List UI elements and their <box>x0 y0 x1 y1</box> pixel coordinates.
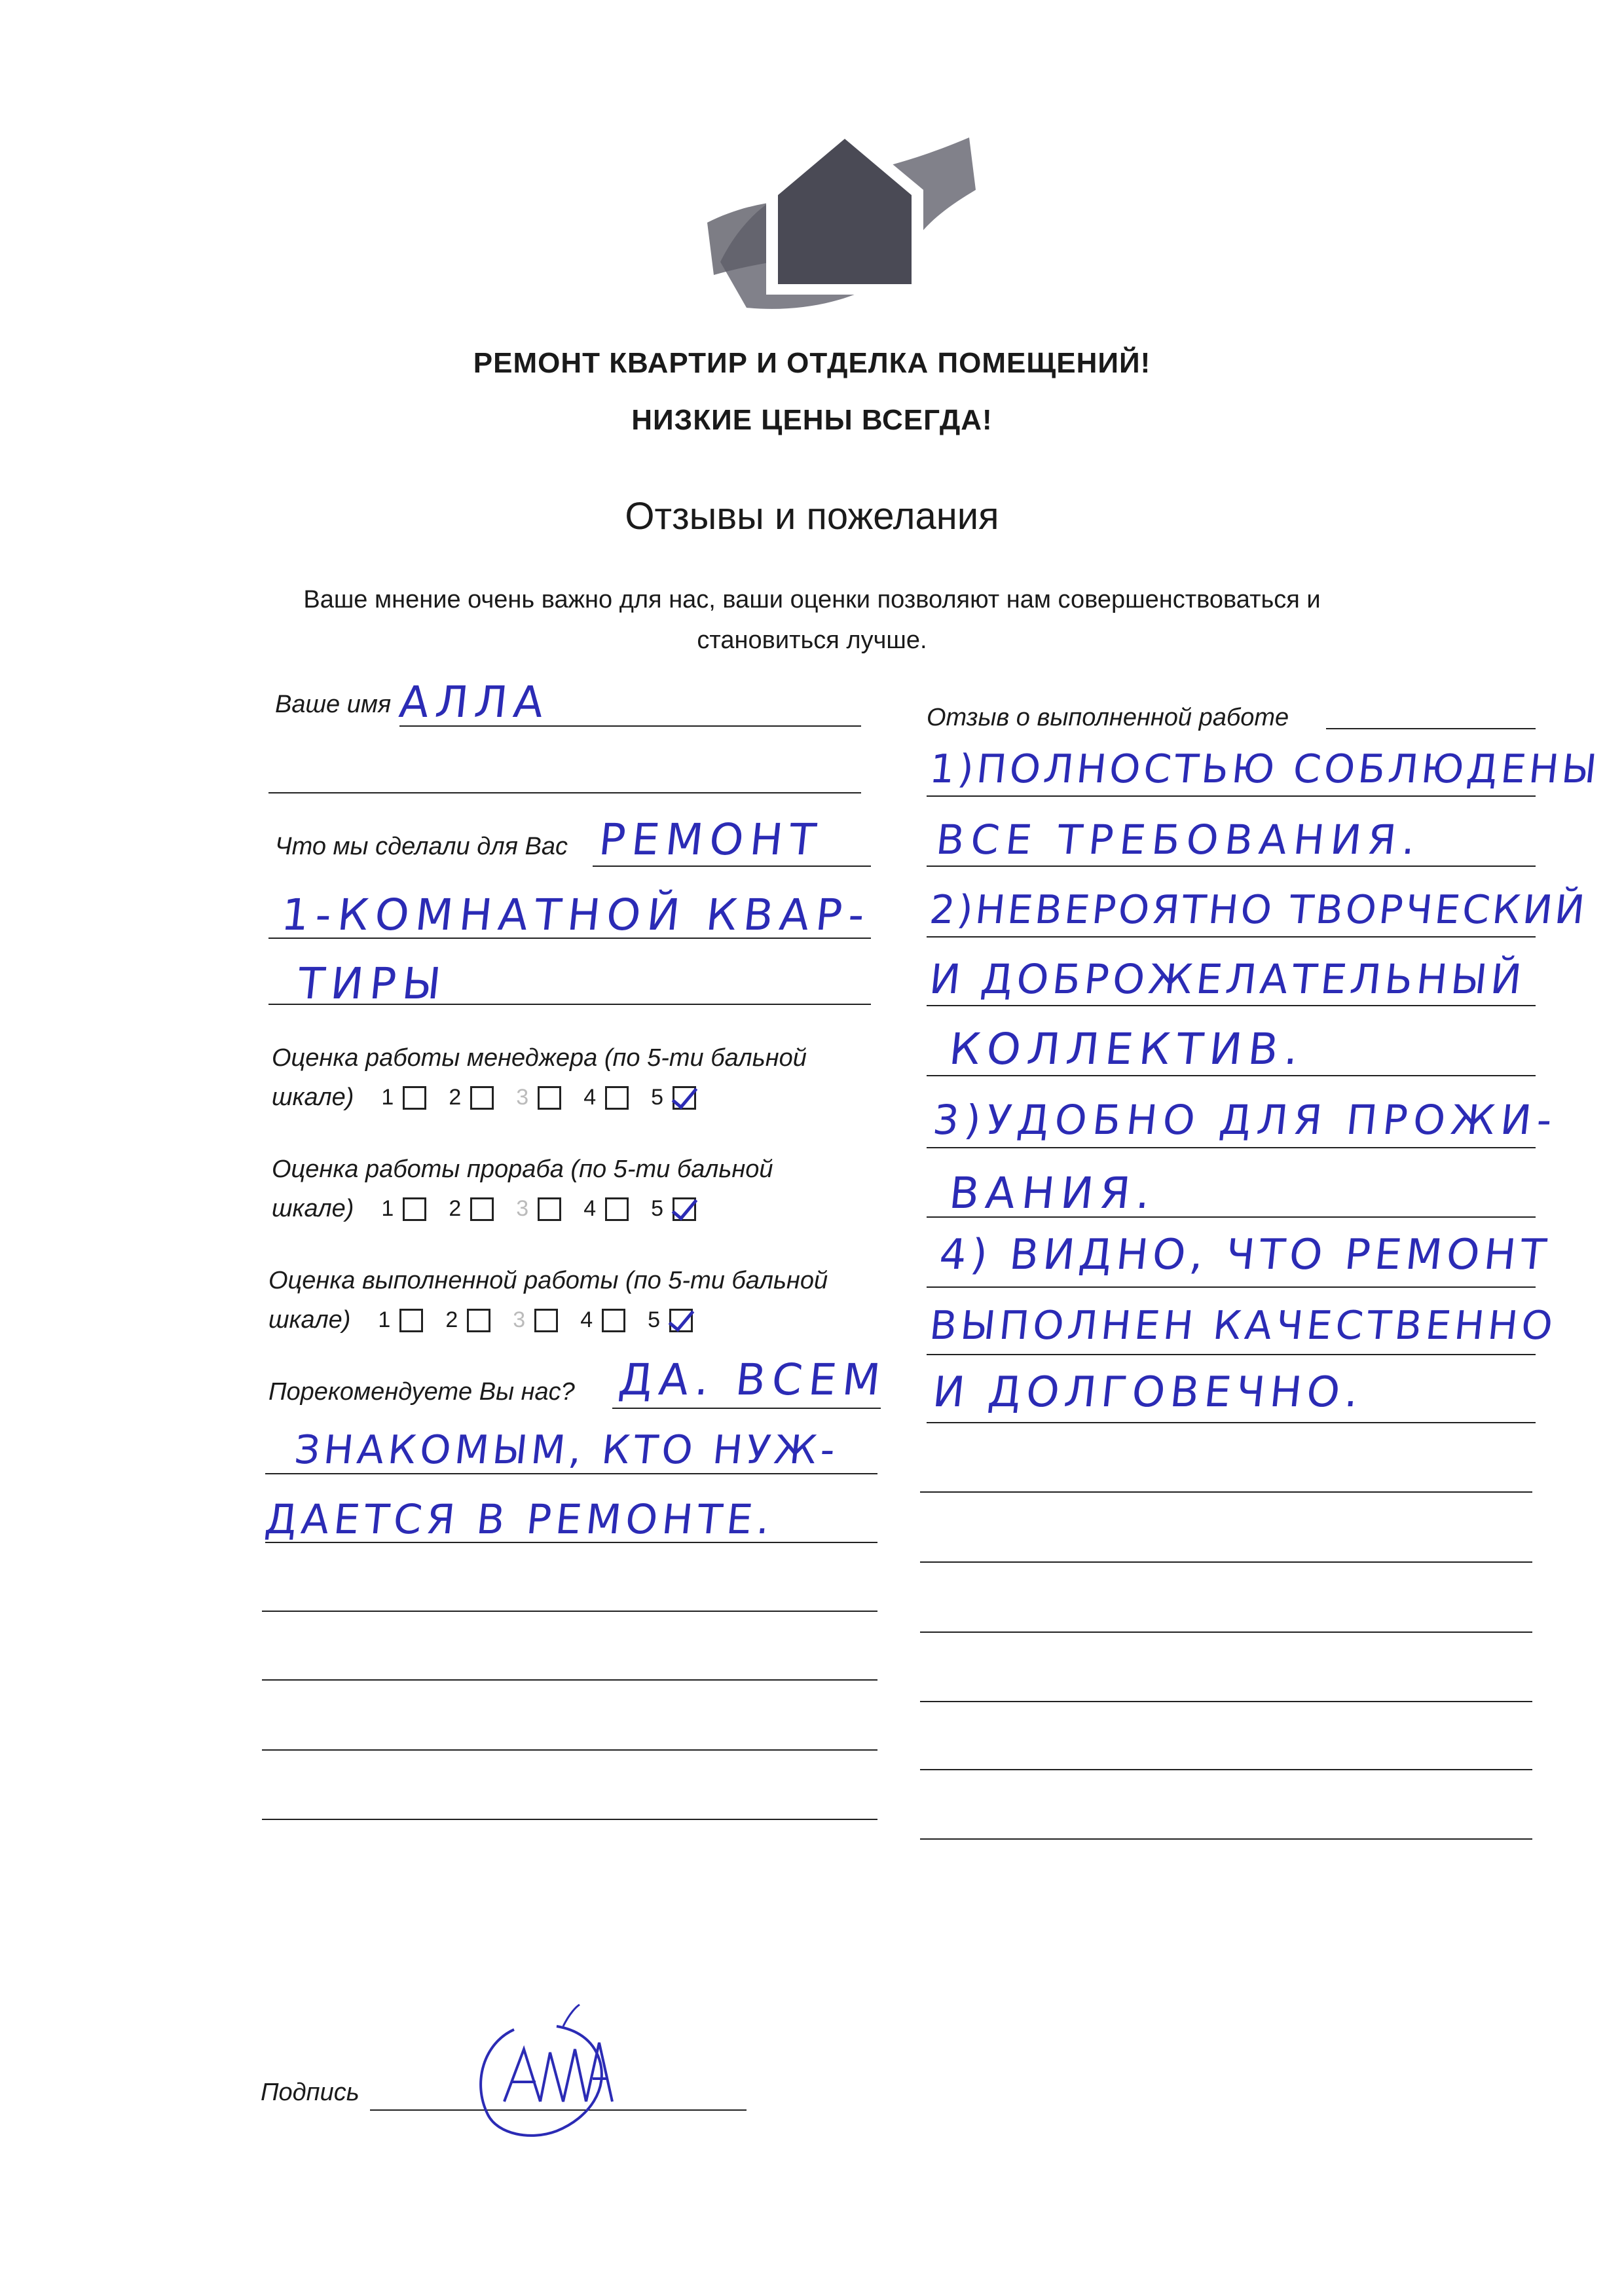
review-underline-9 <box>927 1354 1536 1355</box>
header-line-2: НИЗКИЕ ЦЕНЫ ВСЕГДА! <box>631 404 993 436</box>
manager-option-5[interactable]: 5 <box>651 1085 696 1110</box>
manager-checkbox-1[interactable] <box>403 1086 426 1110</box>
left-empty-line <box>262 1679 877 1681</box>
review-underline-10 <box>927 1422 1536 1423</box>
left-empty-line <box>262 1611 877 1612</box>
recommend-underline-1 <box>612 1408 881 1409</box>
work-line-3[interactable]: ТИРЫ <box>295 958 450 1009</box>
manager-option-3[interactable]: 3 <box>516 1085 561 1110</box>
recommend-line-1[interactable]: ДА. ВСЕМ <box>616 1355 889 1405</box>
foreman-checkbox-3[interactable] <box>538 1197 561 1221</box>
review-underline-7 <box>927 1216 1536 1218</box>
work-quality-option-1[interactable]: 1 <box>378 1307 423 1333</box>
manager-rating-row <box>272 1084 718 1112</box>
review-line-7[interactable]: ВАНИЯ. <box>947 1168 1160 1218</box>
foreman-checkbox-4[interactable] <box>605 1197 629 1221</box>
right-empty-line <box>920 1561 1532 1563</box>
review-underline-4 <box>927 1005 1536 1006</box>
foreman-option-2[interactable]: 2 <box>449 1196 494 1222</box>
review-line-8[interactable]: 4) ВИДНО, ЧТО РЕМОНТ <box>937 1231 1553 1279</box>
work-quality-rating-label: Оценка выполненной работы (по 5-ти бальной <box>268 1267 828 1294</box>
recommend-underline-3 <box>265 1542 877 1543</box>
name-field-underline-2 <box>268 792 861 793</box>
work-quality-checkbox-5[interactable] <box>669 1309 693 1332</box>
manager-option-1[interactable]: 1 <box>381 1085 426 1110</box>
manager-checkbox-4[interactable] <box>605 1086 629 1110</box>
foreman-option-3[interactable]: 3 <box>516 1196 561 1222</box>
foreman-checkbox-2[interactable] <box>470 1197 494 1221</box>
signature-label: Подпись <box>261 2079 360 2106</box>
review-underline-1 <box>927 795 1536 797</box>
header-line-1: РЕМОНТ КВАРТИР И ОТДЕЛКА ПОМЕЩЕНИЙ! <box>473 347 1151 379</box>
intro-line-2: становиться лучше. <box>697 627 927 654</box>
work-quality-checkbox-4[interactable] <box>602 1309 625 1332</box>
right-empty-line <box>920 1491 1532 1493</box>
recommend-underline-2 <box>265 1473 877 1474</box>
review-underline-3 <box>927 936 1536 938</box>
recommend-label: Порекомендуете Вы нас? <box>268 1378 575 1406</box>
manager-option-2[interactable]: 2 <box>449 1085 494 1110</box>
work-underline-3 <box>268 1004 871 1005</box>
work-quality-option-2[interactable]: 2 <box>445 1307 490 1333</box>
right-empty-line <box>920 1631 1532 1633</box>
foreman-option-1[interactable]: 1 <box>381 1196 426 1222</box>
handwritten-signature[interactable] <box>458 2003 629 2147</box>
manager-checkbox-2[interactable] <box>470 1086 494 1110</box>
review-underline-6 <box>927 1147 1536 1148</box>
review-line-3[interactable]: 2)НЕВЕРОЯТНО ТВОРЧЕСКИЙ <box>927 887 1590 933</box>
work-quality-checkbox-3[interactable] <box>534 1309 558 1332</box>
foreman-option-4[interactable]: 4 <box>583 1196 629 1222</box>
review-line-1[interactable]: 1)ПОЛНОСТЬЮ СОБЛЮДЕНЫ <box>927 746 1602 792</box>
review-label-underline <box>1326 728 1536 729</box>
form-title: Отзывы и пожелания <box>625 495 999 538</box>
left-empty-line <box>262 1819 877 1820</box>
work-line-2[interactable]: 1-КОМНАТНОЙ КВАР- <box>279 890 874 940</box>
name-label: Ваше имя <box>275 691 392 718</box>
review-line-2[interactable]: ВСЕ ТРЕБОВАНИЯ. <box>934 816 1425 864</box>
name-value[interactable]: АЛЛА <box>397 677 553 727</box>
work-quality-rating-row <box>268 1306 715 1334</box>
foreman-rating-label: Оценка работы прораба (по 5-ти бальной <box>272 1156 773 1183</box>
review-line-10[interactable]: И ДОЛГОВЕЧНО. <box>931 1368 1367 1417</box>
name-field-underline <box>399 725 861 727</box>
left-empty-line <box>262 1749 877 1751</box>
review-line-4[interactable]: И ДОБРОЖЕЛАТЕЛЬНЫЙ <box>927 955 1528 1003</box>
manager-checkbox-5[interactable] <box>673 1086 696 1110</box>
recommend-line-3[interactable]: ДАЕТСЯ В РЕМОНТЕ. <box>263 1495 777 1543</box>
recommend-line-2[interactable]: ЗНАКОМЫМ, КТО НУЖ- <box>292 1427 841 1473</box>
work-quality-option-4[interactable]: 4 <box>580 1307 625 1333</box>
review-line-9[interactable]: ВЫПОЛНЕН КАЧЕСТВЕННО <box>927 1303 1559 1349</box>
manager-checkbox-3[interactable] <box>538 1086 561 1110</box>
company-logo-house-icon <box>707 98 982 334</box>
review-underline-2 <box>927 866 1536 867</box>
work-quality-option-3[interactable]: 3 <box>513 1307 558 1333</box>
work-line-1[interactable]: РЕМОНТ <box>597 814 825 865</box>
review-label: Отзыв о выполненной работе <box>927 704 1289 731</box>
work-label: Что мы сделали для Вас <box>275 833 568 860</box>
right-empty-line <box>920 1701 1532 1702</box>
right-empty-line <box>920 1769 1532 1770</box>
manager-option-4[interactable]: 4 <box>583 1085 629 1110</box>
work-quality-checkbox-1[interactable] <box>399 1309 423 1332</box>
manager-rating-label: Оценка работы менеджера (по 5-ти бальной <box>272 1044 807 1072</box>
work-quality-scale-label: шкале) <box>268 1306 351 1334</box>
work-underline-1 <box>593 866 871 867</box>
intro-line-1: Ваше мнение очень важно для нас, ваши оценки позволяют нам совершенствоваться и <box>303 586 1321 613</box>
foreman-option-5[interactable]: 5 <box>651 1196 696 1222</box>
foreman-scale-label: шкале) <box>272 1195 354 1222</box>
intro-text <box>0 579 1624 661</box>
right-empty-line <box>920 1838 1532 1840</box>
foreman-checkbox-1[interactable] <box>403 1197 426 1221</box>
foreman-rating-row <box>272 1195 718 1223</box>
foreman-checkbox-5[interactable] <box>673 1197 696 1221</box>
review-underline-5 <box>927 1075 1536 1076</box>
work-quality-checkbox-2[interactable] <box>467 1309 490 1332</box>
work-quality-option-5[interactable]: 5 <box>648 1307 693 1333</box>
manager-scale-label: шкале) <box>272 1084 354 1111</box>
review-underline-8 <box>927 1286 1536 1288</box>
review-line-5[interactable]: КОЛЛЕКТИВ. <box>947 1024 1308 1074</box>
review-line-6[interactable]: 3)УДОБНО ДЛЯ ПРОЖИ- <box>931 1096 1560 1144</box>
work-underline-2 <box>268 938 871 939</box>
